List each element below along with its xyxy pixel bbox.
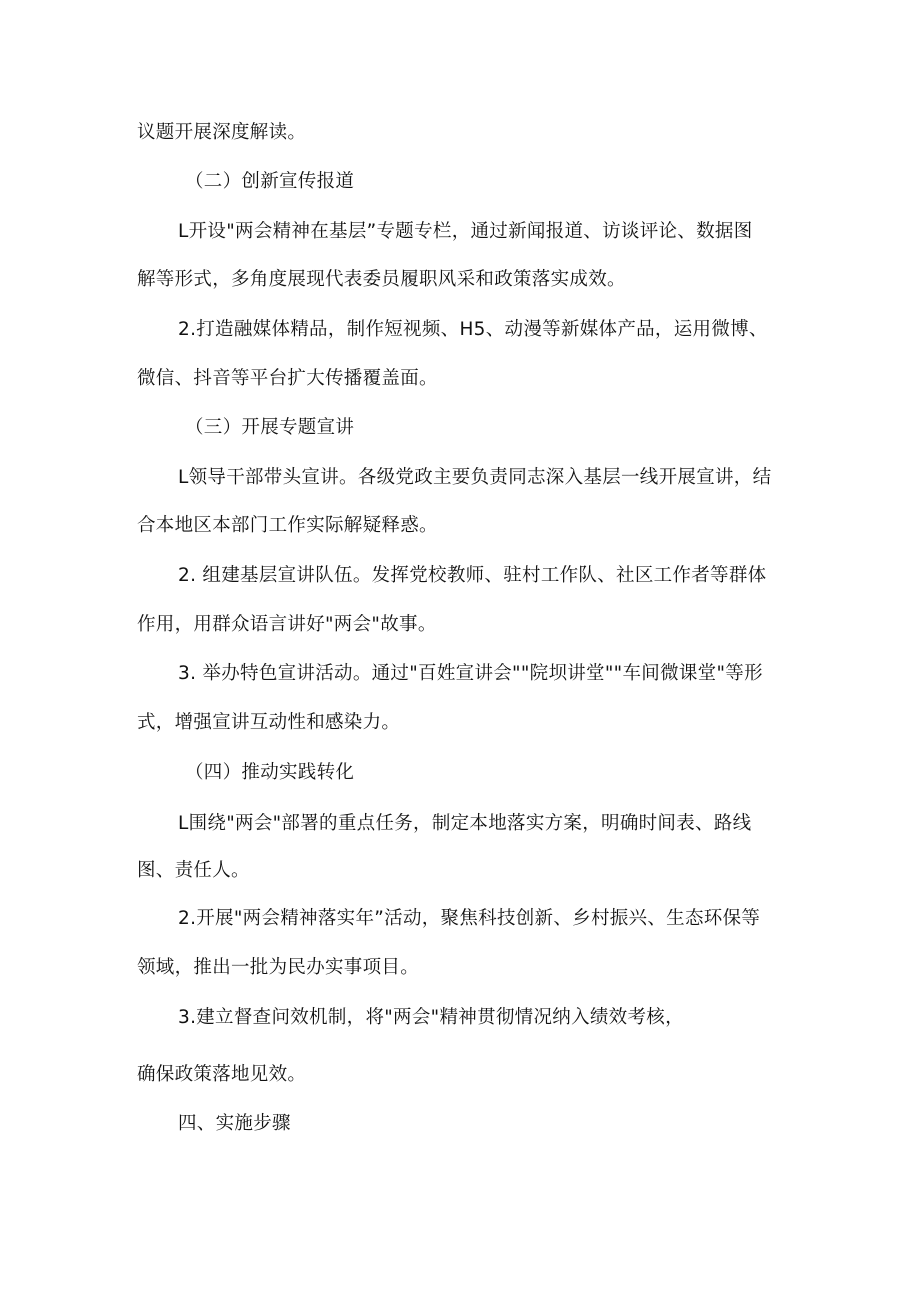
text-line-item-4-1b: 图、责任人。 xyxy=(137,860,250,881)
text-line-item-2-1b: 解等形式，多角度展现代表委员履职风采和政策落实成效。 xyxy=(137,269,626,290)
text-line-item-3-3a: 3. 举办特色宣讲活动。通过"百姓宣讲会""院坝讲堂""车间微课堂"等形 xyxy=(178,663,763,684)
text-line-item-4-1a: L围绕"两会"部署的重点任务，制定本地落实方案，明确时间表、路线 xyxy=(178,813,752,834)
subheading-3: （三）开展专题宣讲 xyxy=(185,417,355,438)
text-line-item-2-2a: 2.打造融媒体精品，制作短视频、H5、动漫等新媒体产品，运用微博、 xyxy=(178,319,768,340)
text-line-item-3-2b: 作用，用群众语言讲好"两会"故事。 xyxy=(137,614,437,635)
subheading-4: （四）推动实践转化 xyxy=(185,762,355,783)
text-line-item-3-3b: 式，增强宣讲互动性和感染力。 xyxy=(137,712,401,733)
text-line-item-3-1a: L领导干部带头宣讲。各级党政主要负责同志深入基层一线开展宣讲，结 xyxy=(178,467,772,488)
section-heading-4: 四、实施步骤 xyxy=(178,1113,291,1134)
text-line-item-4-2b: 领域，推出一批为民办实事项目。 xyxy=(137,957,420,978)
text-line-item-4-3a: 3.建立督查问效机制，将"两会"精神贯彻情况纳入绩效考核， xyxy=(178,1007,684,1028)
text-line-item-4-2a: 2.开展"两会精神落实年”活动，聚焦科技创新、乡村振兴、生态环保等 xyxy=(178,908,761,929)
text-line-item-2-1a: L开设"两会精神在基层”专题专栏，通过新闻报道、访谈评论、数据图 xyxy=(178,221,753,242)
text-line-item-3-1b: 合本地区本部门工作实际解疑释惑。 xyxy=(137,515,438,536)
text-line-item-2-2b: 微信、抖音等平台扩大传播覆盖面。 xyxy=(137,368,438,389)
text-line-item-4-3b: 确保政策落地见效。 xyxy=(137,1064,307,1085)
subheading-2: （二）创新宣传报道 xyxy=(185,171,355,192)
text-line-continuation: 议题开展深度解读。 xyxy=(137,122,307,143)
text-line-item-3-2a: 2. 组建基层宣讲队伍。发挥党校教师、驻村工作队、社区工作者等群体 xyxy=(178,565,767,586)
